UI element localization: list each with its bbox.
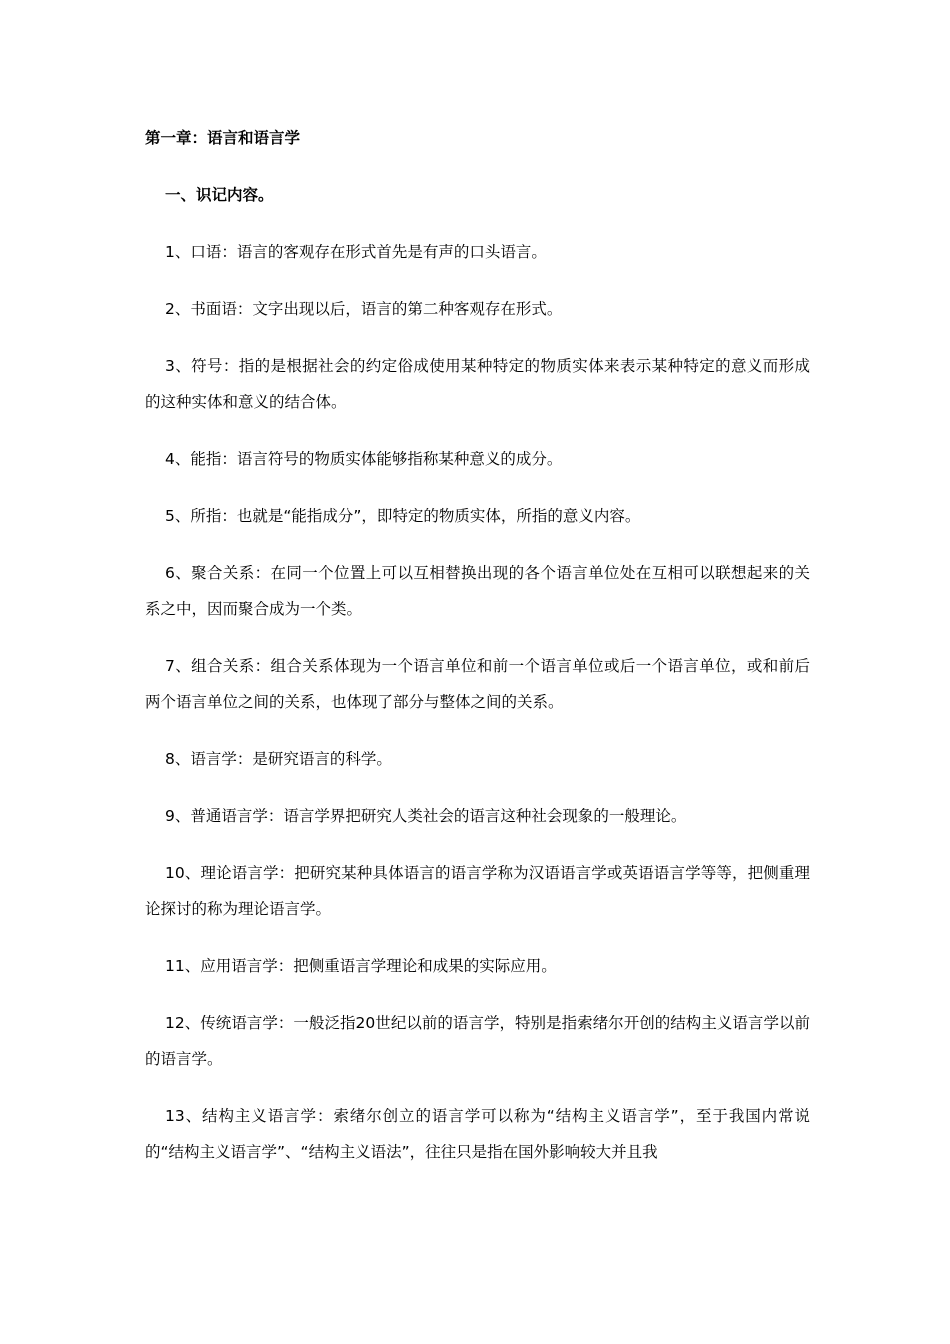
definition-paragraph: 3、符号：指的是根据社会的约定俗成使用某种特定的物质实体来表示某种特定的意义而形成的这种实体和意义的结合体。 — [145, 357, 810, 411]
definition-paragraph: 7、组合关系：组合关系体现为一个语言单位和前一个语言单位或后一个语言单位，或和前后两个语言单位之间的关系，也体现了部分与整体之间的关系。 — [145, 657, 810, 711]
definition-paragraph: 12、传统语言学：一般泛指20世纪以前的语言学，特别是指索绪尔开创的结构主义语言学以前的语言学。 — [145, 1014, 810, 1068]
definition-paragraph: 4、能指：语言符号的物质实体能够指称某种意义的成分。 — [165, 450, 563, 468]
chapter-title: 第一章：语言和语言学 — [145, 129, 301, 147]
section-heading: 一、识记内容。 — [165, 186, 274, 204]
definition-paragraph: 9、普通语言学：语言学界把研究人类社会的语言这种社会现象的一般理论。 — [165, 807, 687, 825]
document-body — [145, 120, 810, 1191]
definition-paragraph: 13、结构主义语言学：索绪尔创立的语言学可以称为“结构主义语言学”，至于我国内常说的“结构主义语言学”、“结构主义语法”，往往只是指在国外影响较大并且我 — [145, 1107, 810, 1161]
definition-paragraph: 8、语言学：是研究语言的科学。 — [165, 750, 392, 768]
definition-paragraph: 5、所指：也就是“能指成分”，即特定的物质实体，所指的意义内容。 — [165, 507, 641, 525]
definition-paragraph: 2、书面语：文字出现以后，语言的第二种客观存在形式。 — [165, 300, 563, 318]
definition-paragraph: 10、理论语言学：把研究某种具体语言的语言学称为汉语语言学或英语语言学等等，把侧重理论探讨的称为理论语言学。 — [145, 864, 810, 918]
definition-paragraph: 11、应用语言学：把侧重语言学理论和成果的实际应用。 — [165, 957, 557, 975]
definition-paragraph: 6、聚合关系：在同一个位置上可以互相替换出现的各个语言单位处在互相可以联想起来的关系之中，因而聚合成为一个类。 — [145, 564, 810, 618]
definition-paragraph: 1、口语：语言的客观存在形式首先是有声的口头语言。 — [165, 243, 547, 261]
